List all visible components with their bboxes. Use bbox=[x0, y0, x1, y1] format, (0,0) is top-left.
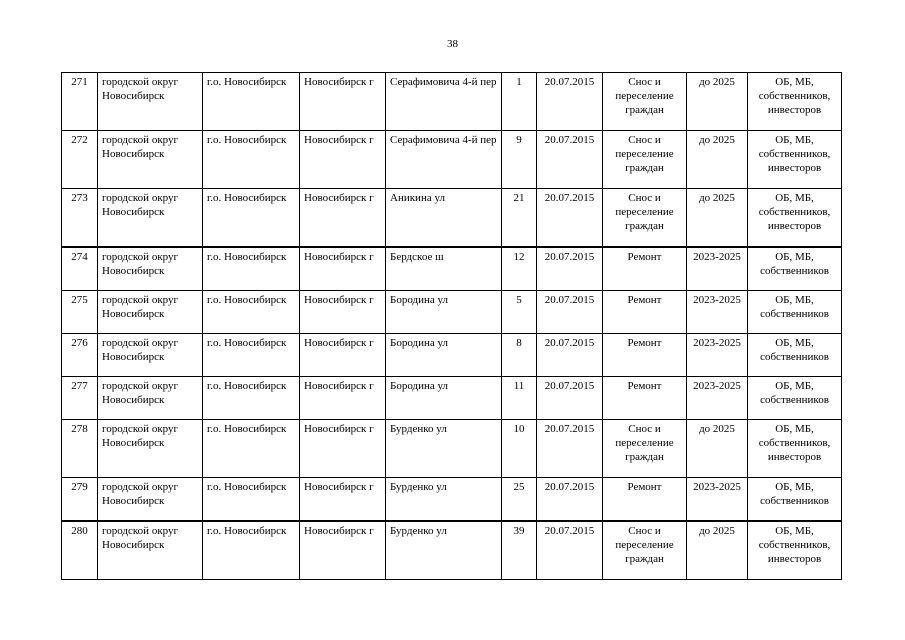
term-cell: 2023-2025 bbox=[687, 334, 748, 377]
row-number: 273 bbox=[62, 189, 98, 248]
municipality-cell: г.о. Новосибирск bbox=[203, 73, 300, 131]
house-cell: 25 bbox=[502, 478, 537, 522]
page-number: 38 bbox=[447, 38, 458, 50]
street-cell: Бурденко ул bbox=[386, 420, 502, 478]
table-row bbox=[62, 247, 842, 291]
district-cell: городской округ Новосибирск bbox=[98, 291, 203, 334]
funding-cell: ОБ, МБ, собственников, инвесторов bbox=[748, 521, 842, 580]
term-cell: до 2025 bbox=[687, 73, 748, 131]
term-cell: 2023-2025 bbox=[687, 291, 748, 334]
funding-cell: ОБ, МБ, собственников, инвесторов bbox=[748, 189, 842, 248]
district-cell: городской округ Новосибирск bbox=[98, 521, 203, 580]
street-cell: Бурденко ул bbox=[386, 521, 502, 580]
district-cell: городской округ Новосибирск bbox=[98, 478, 203, 522]
locality-cell: Новосибирск г bbox=[300, 334, 386, 377]
house-cell: 11 bbox=[502, 377, 537, 420]
house-cell: 12 bbox=[502, 247, 537, 291]
street-cell: Бородина ул bbox=[386, 334, 502, 377]
street-cell: Бородина ул bbox=[386, 291, 502, 334]
housing-register-table bbox=[61, 72, 842, 580]
date-cell: 20.07.2015 bbox=[537, 247, 603, 291]
row-number: 272 bbox=[62, 131, 98, 189]
table-row bbox=[62, 189, 842, 248]
action-cell: Снос и переселение граждан bbox=[603, 73, 687, 131]
table-row bbox=[62, 521, 842, 580]
date-cell: 20.07.2015 bbox=[537, 291, 603, 334]
term-cell: 2023-2025 bbox=[687, 247, 748, 291]
street-cell: Серафимовича 4-й пер bbox=[386, 131, 502, 189]
street-cell: Серафимовича 4-й пер bbox=[386, 73, 502, 131]
locality-cell: Новосибирск г bbox=[300, 478, 386, 522]
street-cell: Аникина ул bbox=[386, 189, 502, 248]
municipality-cell: г.о. Новосибирск bbox=[203, 291, 300, 334]
row-number: 274 bbox=[62, 247, 98, 291]
row-number: 279 bbox=[62, 478, 98, 522]
term-cell: 2023-2025 bbox=[687, 478, 748, 522]
action-cell: Снос и переселение граждан bbox=[603, 521, 687, 580]
street-cell: Бурденко ул bbox=[386, 478, 502, 522]
locality-cell: Новосибирск г bbox=[300, 420, 386, 478]
date-cell: 20.07.2015 bbox=[537, 131, 603, 189]
row-number: 276 bbox=[62, 334, 98, 377]
funding-cell: ОБ, МБ, собственников bbox=[748, 334, 842, 377]
term-cell: до 2025 bbox=[687, 420, 748, 478]
district-cell: городской округ Новосибирск bbox=[98, 377, 203, 420]
row-number: 271 bbox=[62, 73, 98, 131]
date-cell: 20.07.2015 bbox=[537, 420, 603, 478]
funding-cell: ОБ, МБ, собственников, инвесторов bbox=[748, 73, 842, 131]
date-cell: 20.07.2015 bbox=[537, 521, 603, 580]
funding-cell: ОБ, МБ, собственников bbox=[748, 478, 842, 522]
district-cell: городской округ Новосибирск bbox=[98, 420, 203, 478]
house-cell: 9 bbox=[502, 131, 537, 189]
action-cell: Ремонт bbox=[603, 291, 687, 334]
funding-cell: ОБ, МБ, собственников bbox=[748, 247, 842, 291]
date-cell: 20.07.2015 bbox=[537, 377, 603, 420]
municipality-cell: г.о. Новосибирск bbox=[203, 377, 300, 420]
house-cell: 10 bbox=[502, 420, 537, 478]
locality-cell: Новосибирск г bbox=[300, 73, 386, 131]
date-cell: 20.07.2015 bbox=[537, 478, 603, 522]
table-row bbox=[62, 377, 842, 420]
row-number: 277 bbox=[62, 377, 98, 420]
municipality-cell: г.о. Новосибирск bbox=[203, 247, 300, 291]
locality-cell: Новосибирск г bbox=[300, 291, 386, 334]
funding-cell: ОБ, МБ, собственников bbox=[748, 291, 842, 334]
locality-cell: Новосибирск г bbox=[300, 247, 386, 291]
district-cell: городской округ Новосибирск bbox=[98, 247, 203, 291]
locality-cell: Новосибирск г bbox=[300, 521, 386, 580]
house-cell: 21 bbox=[502, 189, 537, 248]
term-cell: до 2025 bbox=[687, 189, 748, 248]
table-row bbox=[62, 420, 842, 478]
locality-cell: Новосибирск г bbox=[300, 377, 386, 420]
term-cell: до 2025 bbox=[687, 131, 748, 189]
action-cell: Снос и переселение граждан bbox=[603, 131, 687, 189]
table-row bbox=[62, 478, 842, 522]
table-row bbox=[62, 73, 842, 131]
locality-cell: Новосибирск г bbox=[300, 189, 386, 248]
action-cell: Ремонт bbox=[603, 377, 687, 420]
house-cell: 1 bbox=[502, 73, 537, 131]
district-cell: городской округ Новосибирск bbox=[98, 334, 203, 377]
date-cell: 20.07.2015 bbox=[537, 189, 603, 248]
funding-cell: ОБ, МБ, собственников, инвесторов bbox=[748, 131, 842, 189]
locality-cell: Новосибирск г bbox=[300, 131, 386, 189]
house-cell: 39 bbox=[502, 521, 537, 580]
municipality-cell: г.о. Новосибирск bbox=[203, 189, 300, 248]
municipality-cell: г.о. Новосибирск bbox=[203, 478, 300, 522]
district-cell: городской округ Новосибирск bbox=[98, 73, 203, 131]
term-cell: 2023-2025 bbox=[687, 377, 748, 420]
table-row bbox=[62, 291, 842, 334]
row-number: 280 bbox=[62, 521, 98, 580]
district-cell: городской округ Новосибирск bbox=[98, 189, 203, 248]
street-cell: Бердское ш bbox=[386, 247, 502, 291]
row-number: 278 bbox=[62, 420, 98, 478]
date-cell: 20.07.2015 bbox=[537, 73, 603, 131]
table-row bbox=[62, 131, 842, 189]
street-cell: Бородина ул bbox=[386, 377, 502, 420]
date-cell: 20.07.2015 bbox=[537, 334, 603, 377]
row-number: 275 bbox=[62, 291, 98, 334]
municipality-cell: г.о. Новосибирск bbox=[203, 334, 300, 377]
action-cell: Снос и переселение граждан bbox=[603, 420, 687, 478]
funding-cell: ОБ, МБ, собственников, инвесторов bbox=[748, 420, 842, 478]
house-cell: 8 bbox=[502, 334, 537, 377]
municipality-cell: г.о. Новосибирск bbox=[203, 420, 300, 478]
table-row bbox=[62, 334, 842, 377]
funding-cell: ОБ, МБ, собственников bbox=[748, 377, 842, 420]
term-cell: до 2025 bbox=[687, 521, 748, 580]
municipality-cell: г.о. Новосибирск bbox=[203, 521, 300, 580]
action-cell: Ремонт bbox=[603, 478, 687, 522]
action-cell: Ремонт bbox=[603, 247, 687, 291]
action-cell: Снос и переселение граждан bbox=[603, 189, 687, 248]
district-cell: городской округ Новосибирск bbox=[98, 131, 203, 189]
house-cell: 5 bbox=[502, 291, 537, 334]
action-cell: Ремонт bbox=[603, 334, 687, 377]
municipality-cell: г.о. Новосибирск bbox=[203, 131, 300, 189]
